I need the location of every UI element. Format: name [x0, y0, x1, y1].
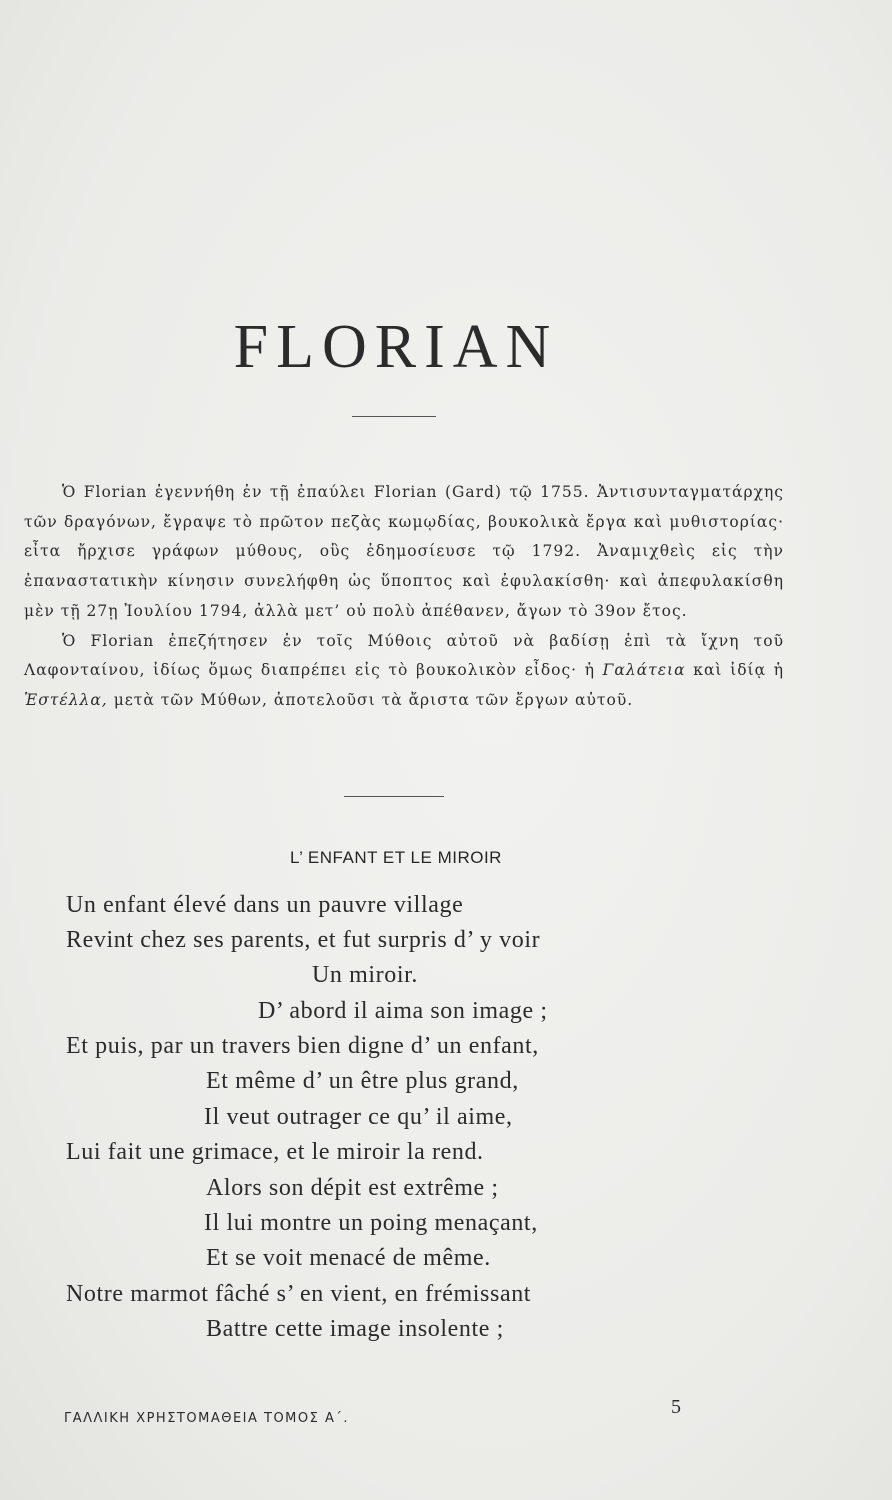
- page-title: FLORIAN: [233, 313, 559, 381]
- italic-title-estella: Ἐστέλλα,: [24, 690, 108, 709]
- poem-line: Battre cette image insolente ;: [206, 1316, 504, 1342]
- poem-line: Et même d’ un être plus grand,: [206, 1068, 519, 1094]
- bio-text: καὶ ἰδίᾳ ἡ: [693, 661, 784, 680]
- bio-paragraph-1: Ὁ Florian ἐγεννήθη ἐν τῇ ἐπαύλει Florian (Gard) τῷ 1755. Ἀντισυνταγματάρχης τῶν δραγόνων, ἔγραψε τὸ πρῶτον πεζὰς κωμῳδίας, βουκολικὰ ἔργα καὶ μυθιστορίας· εἶτα ἤρχισε γράφων μύθους, οὓς ἐδημοσίευσε τῷ 1792. Ἀναμιχθεὶς εἰς τὴν ἐπαναστατικὴν κίνησιν συνελήφθη ὡς ὕποπτος καὶ ἐφυλακίσθη· καὶ ἀπεφυλακίσθη μὲν τῇ 27ῃ Ἰουλίου 1794, ἀλλὰ μετ’ οὐ πολὺ ἀπέθανεν, ἄγων τὸ 39ον ἔτος.: [24, 483, 784, 620]
- poem-line: Lui fait une grimace, et le miroir la rend.: [66, 1139, 484, 1165]
- page-number: 5: [671, 1396, 681, 1418]
- poem-line: Un enfant élevé dans un pauvre village: [66, 892, 464, 918]
- poem-line: Un miroir.: [312, 962, 418, 988]
- title-divider: [352, 416, 436, 417]
- poem-title: L’ ENFANT ET LE MIROIR: [290, 848, 502, 867]
- author-biography: [24, 478, 784, 716]
- poem-line: Et se voit menacé de même.: [206, 1245, 491, 1271]
- poem-line: Et puis, par un travers bien digne d’ un enfant,: [66, 1033, 539, 1059]
- section-divider: [344, 796, 444, 797]
- bio-paragraph-2: [24, 627, 784, 716]
- bio-text: μετὰ τῶν Μύθων, ἀποτελοῦσι τὰ ἄριστα τῶν ἔργων αὐτοῦ.: [113, 690, 634, 709]
- poem-line: Alors son dépit est extrême ;: [206, 1175, 499, 1201]
- italic-title-galateia: Γαλάτεια: [602, 661, 686, 680]
- poem-line: Notre marmot fâché s’ en vient, en frémissant: [66, 1281, 532, 1307]
- poem-line: Il lui montre un poing menaçant,: [204, 1210, 538, 1236]
- poem-line: Revint chez ses parents, et fut surpris d’ y voir: [66, 927, 541, 953]
- poem-line: D’ abord il aima son image ;: [258, 998, 548, 1024]
- book-title-footer: ΓΑΛΛΙΚΗ ΧΡΗΣΤΟΜΑΘΕΙΑ ΤΟΜΟΣ Α΄.: [64, 1411, 350, 1426]
- bio-text: Ὁ Florian ἐπεζήτησεν ἐν τοῖς Μύθοις αὐτοῦ νὰ βαδίσῃ ἐπὶ τὰ ἴχνη τοῦ Λαφονταίνου, ἰδίως ὅμως διαπρέπει εἰς τὸ βουκολικὸν εἶδος· ἡ: [24, 631, 784, 680]
- poem-line: Il veut outrager ce qu’ il aime,: [204, 1104, 513, 1130]
